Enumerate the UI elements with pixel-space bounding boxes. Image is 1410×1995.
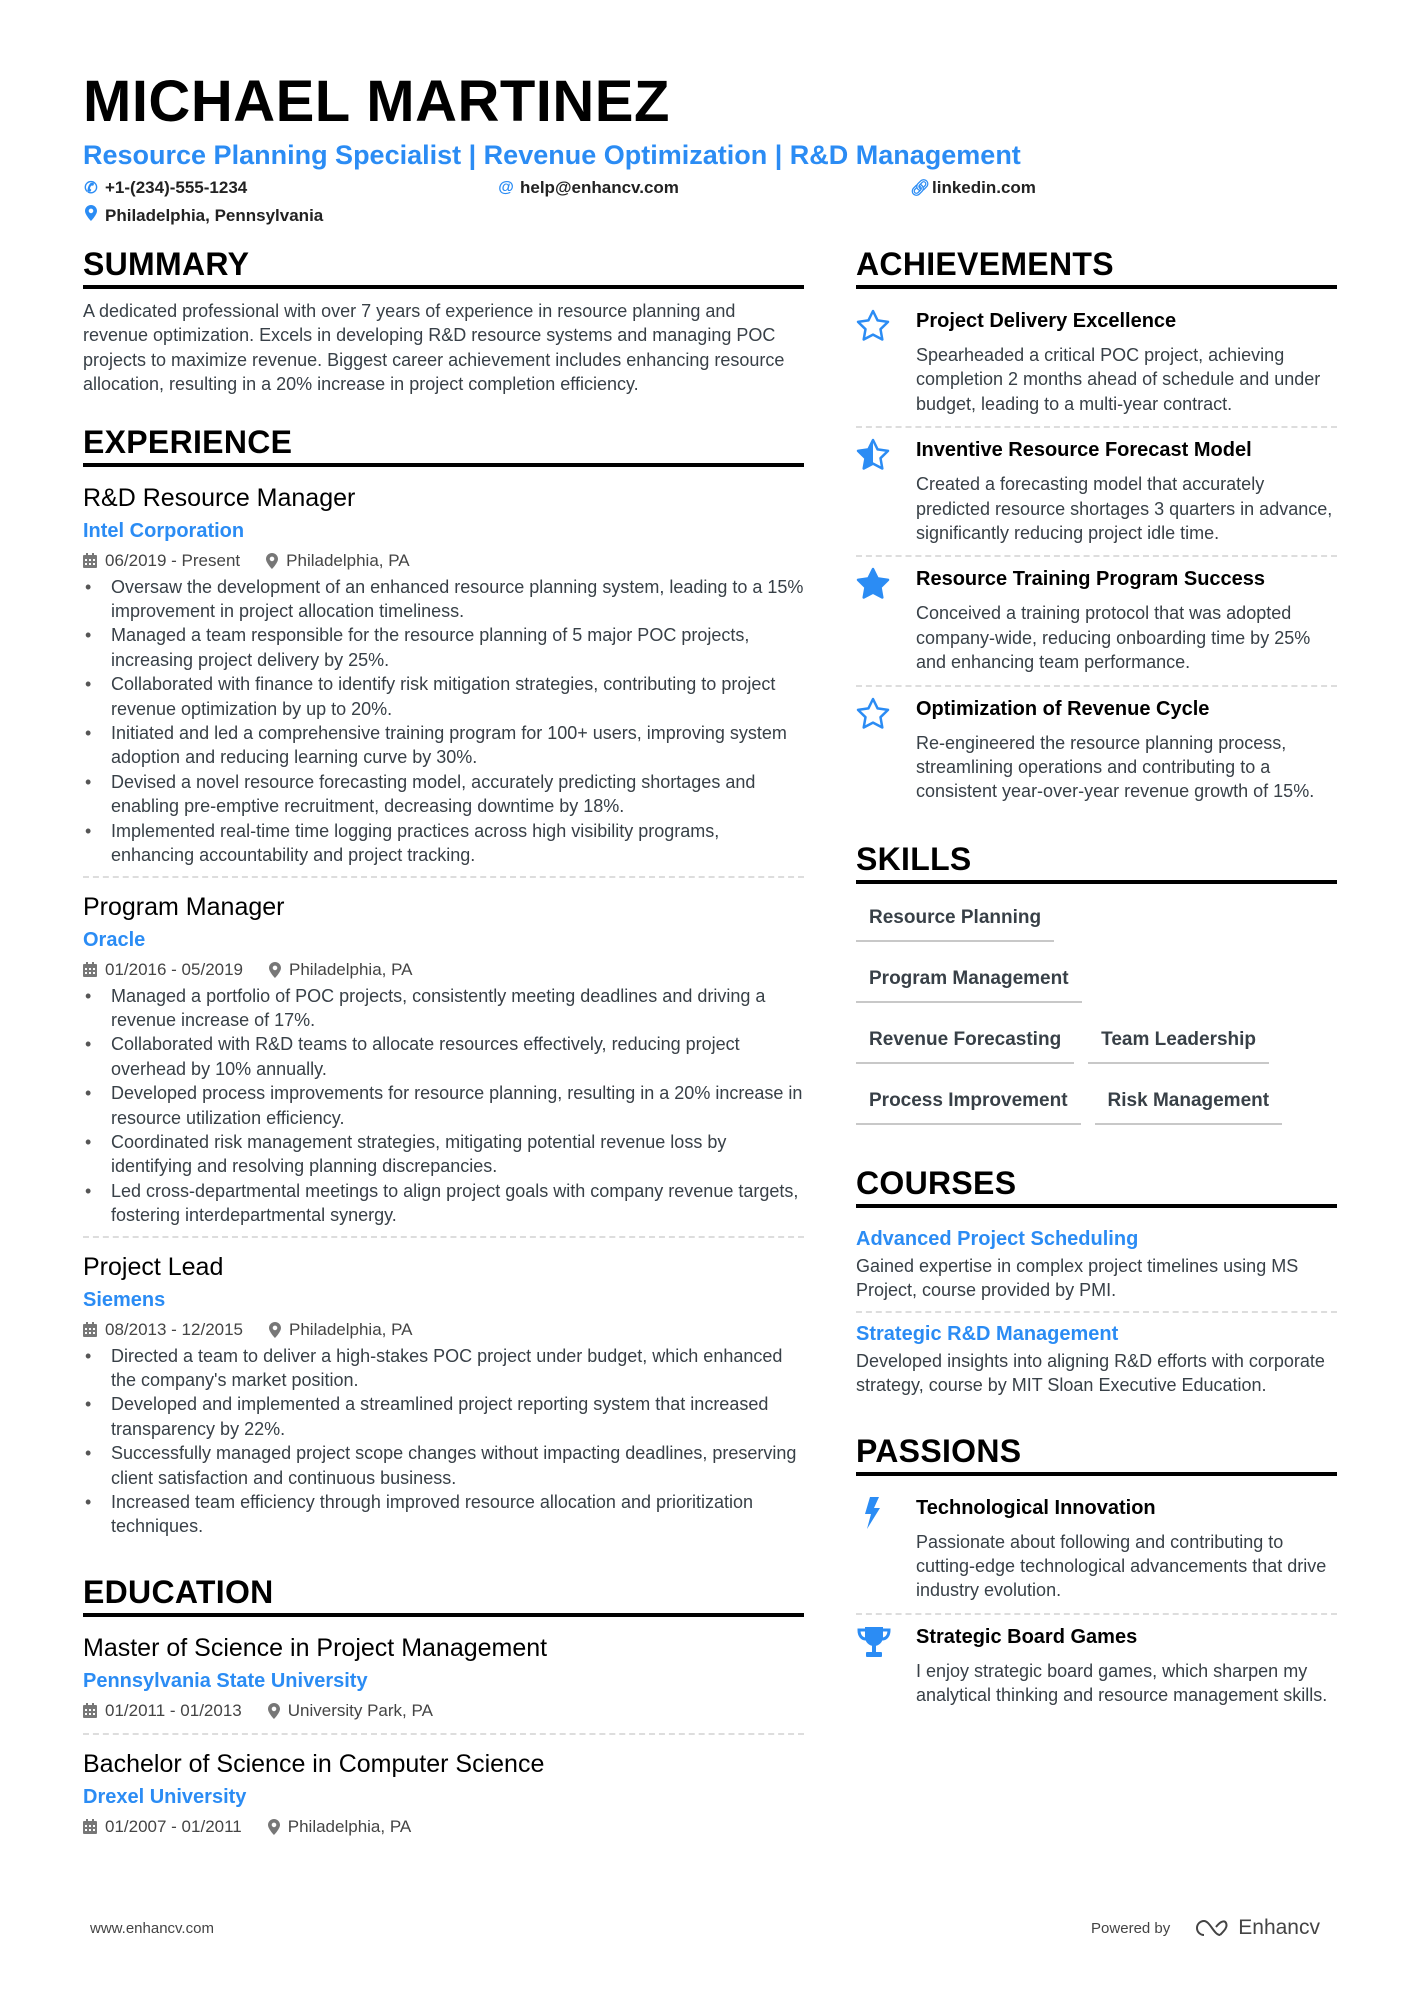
location [268,1813,412,1841]
section-title: SUMMARY [83,245,804,289]
resume-header [83,70,1343,232]
section-title: ACHIEVEMENTS [856,245,1337,289]
at-icon: @ [498,179,514,196]
location-text: Philadelphia, PA [287,1816,412,1836]
phone-contact [83,178,247,198]
location [269,1316,413,1344]
date-location-row [83,1316,804,1344]
achievement-item [856,428,1337,557]
section-title: COURSES [856,1164,1337,1208]
item-description: Re-engineered the resource planning process, streamlining operations and contributing to a consistent year-over-year revenue growth of 15%. [916,732,1315,802]
location [268,1697,433,1725]
bullet-list [83,1344,804,1539]
achievement-item [856,299,1337,428]
job-title: Program Manager [83,892,285,921]
education-entry [83,1627,804,1735]
calendar-icon [83,1703,97,1718]
item-body [916,1623,1337,1708]
location-text: Philadelphia, PA [289,959,413,979]
item-title: Project Delivery Excellence [916,310,1177,332]
bullet-item: • Managed a team responsible for the resource planning of 5 major POC projects, increasing project delivery by 25%. [83,623,804,672]
bolt-icon [856,1494,916,1603]
bullet-item: • Developed process improvements for resource planning, resulting in a 20% increase in resource utilization efficiency. [83,1081,804,1130]
date-range [83,956,243,984]
item-title: Strategic Board Games [916,1625,1138,1648]
achievements-section [856,245,1337,814]
experience-section [83,423,804,1547]
location-text: Philadelphia, PA [286,550,410,570]
date-location-row [83,956,804,984]
item-title: Optimization of Revenue Cycle [916,697,1210,720]
section-title: SKILLS [856,840,1337,884]
skill-row [856,894,1337,955]
bullet-item: • Coordinated risk management strategies, mitigating potential revenue loss by identifying and resolving planning discrepancies. [83,1130,804,1179]
calendar-icon [83,553,97,568]
date-text: 08/2013 - 12/2015 [105,1319,244,1339]
skill-row [856,1077,1337,1138]
course-item [856,1313,1337,1406]
date-location-row [83,547,804,575]
bullet-item: • Collaborated with finance to identify risk mitigation strategies, contributing to project revenue optimization by up to 20%. [83,672,804,721]
date-range [83,1316,243,1344]
section-title: PASSIONS [856,1432,1337,1476]
calendar-icon [83,1819,97,1834]
item-description: I enjoy strategic board games, which sharpen my analytical thinking and resource management skills. [916,1660,1328,1706]
powered-by-text: Powered by [1091,1919,1171,1937]
bullet-item: • Increased team efficiency through improved resource allocation and prioritization techniques. [83,1490,804,1539]
course-description: Gained expertise in complex project timelines using MS Project, course provided by PMI. [856,1255,1299,1301]
item-description: Spearheaded a critical POC project, achieving completion 2 months ahead of schedule and under budget, leading to a multi-year contract. [916,345,1321,414]
skill-tag: Risk Management [1095,1077,1283,1125]
date-range [83,547,240,575]
location-text: Philadelphia, Pennsylvania [105,205,324,225]
education-entry [83,1743,804,1849]
star-outline-icon [856,695,916,804]
bullet-item: • Implemented real-time time logging practices across high visibility programs, enhancing accountability and project tracking. [83,819,804,868]
item-description: Passionate about following and contributing to cutting-edge technological advancements that drive industry evolution. [916,1531,1327,1601]
company-name[interactable]: Intel Corporation [83,519,245,542]
skill-row [856,1016,1337,1077]
job-title: Project Lead [83,1252,224,1281]
location-text: Philadelphia, PA [289,1319,413,1339]
location-contact [83,205,323,226]
phone-text: +1-(234)-555-1234 [105,178,248,197]
skill-tag: Program Management [856,955,1082,1003]
skill-tag: Revenue Forecasting [856,1016,1074,1064]
location [269,956,413,984]
bullet-item: • Collaborated with R&D teams to allocate resources effectively, reducing project overhead by 10% annually. [83,1032,804,1081]
skill-row [856,955,1337,1016]
enhancv-logo-icon [1190,1917,1230,1939]
item-body [916,1494,1337,1603]
experience-entry [83,477,804,878]
date-text: 01/2011 - 01/2013 [105,1700,242,1720]
achievement-item [856,687,1337,814]
bullet-item: • Devised a novel resource forecasting model, accurately predicting shortages and enabling pre-emptive recruitment, decreasing downtime by 18%. [83,770,804,819]
school-name[interactable]: Pennsylvania State University [83,1669,368,1692]
trophy-icon [856,1623,916,1708]
summary-text: A dedicated professional with over 7 years of experience in resource planning and revenue optimization. Excels in developing R&D resource systems and managing POC projects to maximize revenue. Biggest career achievement includes enhancing resource allocation, resulting in a 20% increase in project completion efficiency. [83,301,785,395]
bullet-item: • Successfully managed project scope changes without impacting deadlines, preserving client satisfaction and continuous business. [83,1441,804,1490]
course-description: Developed insights into aligning R&D efforts with corporate strategy, course by MIT Sloan Executive Education. [856,1350,1325,1396]
courses-section [856,1164,1337,1406]
bullet-list [83,575,804,868]
enhancv-logo[interactable] [1190,1916,1320,1940]
star-filled-icon [856,565,916,674]
bullet-item: • Oversaw the development of an enhanced resource planning system, leading to a 15% improvement in project allocation timeliness. [83,575,804,624]
date-location-row [83,1813,804,1841]
date-range [83,1813,242,1841]
location-pin-icon [269,1322,281,1338]
date-location-row [83,1697,804,1725]
location-pin-icon [83,205,99,226]
degree: Bachelor of Science in Computer Science [83,1749,545,1778]
date-text: 01/2007 - 01/2011 [105,1816,242,1836]
footer [90,1916,1320,1939]
company-name[interactable]: Siemens [83,1288,166,1311]
location-text: University Park, PA [287,1700,433,1720]
email-contact[interactable] [498,178,679,198]
course-title[interactable]: Strategic R&D Management [856,1322,1119,1345]
course-title[interactable]: Advanced Project Scheduling [856,1227,1139,1250]
item-body [916,436,1337,545]
summary-section [83,245,804,397]
linkedin-contact[interactable] [910,178,1036,198]
headline: Resource Planning Specialist | Revenue Optimization | R&D Management [83,140,1021,170]
item-title: Resource Training Program Success [916,568,1266,591]
bullet-item: • Developed and implemented a streamlined project reporting system that increased transparency by 22%. [83,1392,804,1441]
location-pin-icon [269,962,281,978]
linkedin-text[interactable]: linkedin.com [932,178,1036,197]
left-column [83,245,804,1875]
degree: Master of Science in Project Management [83,1633,548,1662]
bullet-item: • Managed a portfolio of POC projects, consistently meeting deadlines and driving a revenue increase of 17%. [83,984,804,1033]
calendar-icon [83,1322,97,1337]
company-name[interactable]: Oracle [83,928,146,951]
school-name[interactable]: Drexel University [83,1785,247,1808]
skill-tag: Process Improvement [856,1077,1081,1125]
job-title: R&D Resource Manager [83,483,356,512]
calendar-icon [83,962,97,977]
item-body [916,307,1337,416]
date-range [83,1697,242,1725]
item-title: Inventive Resource Forecast Model [916,439,1252,462]
course-item [856,1218,1337,1313]
right-column [856,245,1337,1744]
item-title: Technological Innovation [916,1496,1156,1519]
experience-entry [83,886,804,1238]
achievement-item [856,557,1337,686]
email-text[interactable]: help@enhancv.com [520,178,679,197]
candidate-name: MICHAEL MARTINEZ [83,69,670,134]
location-pin-icon [268,1819,280,1835]
passions-section [856,1432,1337,1718]
section-title: EDUCATION [83,1573,804,1617]
bullet-item: • Directed a team to deliver a high-stakes POC project under budget, which enhanced the company's market position. [83,1344,804,1393]
location-pin-icon [266,553,278,569]
date-text: 01/2016 - 05/2019 [105,959,244,979]
item-description: Conceived a training protocol that was adopted company-wide, reducing onboarding time by 25% and enhancing team performance. [916,603,1311,673]
passion-item [856,1615,1337,1718]
phone-icon: ✆ [84,180,98,197]
location-pin-icon [268,1703,280,1719]
footer-site[interactable]: www.enhancv.com [90,1920,214,1937]
experience-entry [83,1246,804,1547]
star-outline-icon [856,307,916,416]
bullet-list [83,984,804,1228]
location [266,547,410,575]
section-title: EXPERIENCE [83,423,804,467]
item-body [916,695,1337,804]
item-body [916,565,1337,674]
skill-tag: Resource Planning [856,894,1054,942]
star-half-icon [856,436,916,545]
date-text: 06/2019 - Present [105,550,241,570]
passion-item [856,1486,1337,1615]
bullet-item: • Initiated and led a comprehensive training program for 100+ users, improving system adoption and reducing learning curve by 30%. [83,721,804,770]
link-icon: 🔗︎ [910,180,931,197]
item-description: Created a forecasting model that accurately predicted resource shortages 3 quarters in advance, significantly reducing project idle time. [916,474,1333,544]
bullet-item: • Led cross-departmental meetings to align project goals with company revenue targets, fostering interdepartmental synergy. [83,1179,804,1228]
education-section [83,1573,804,1849]
skill-tag: Team Leadership [1088,1016,1269,1064]
skills-section [856,840,1337,1138]
enhancv-brand: Enhancv [1238,1916,1320,1939]
